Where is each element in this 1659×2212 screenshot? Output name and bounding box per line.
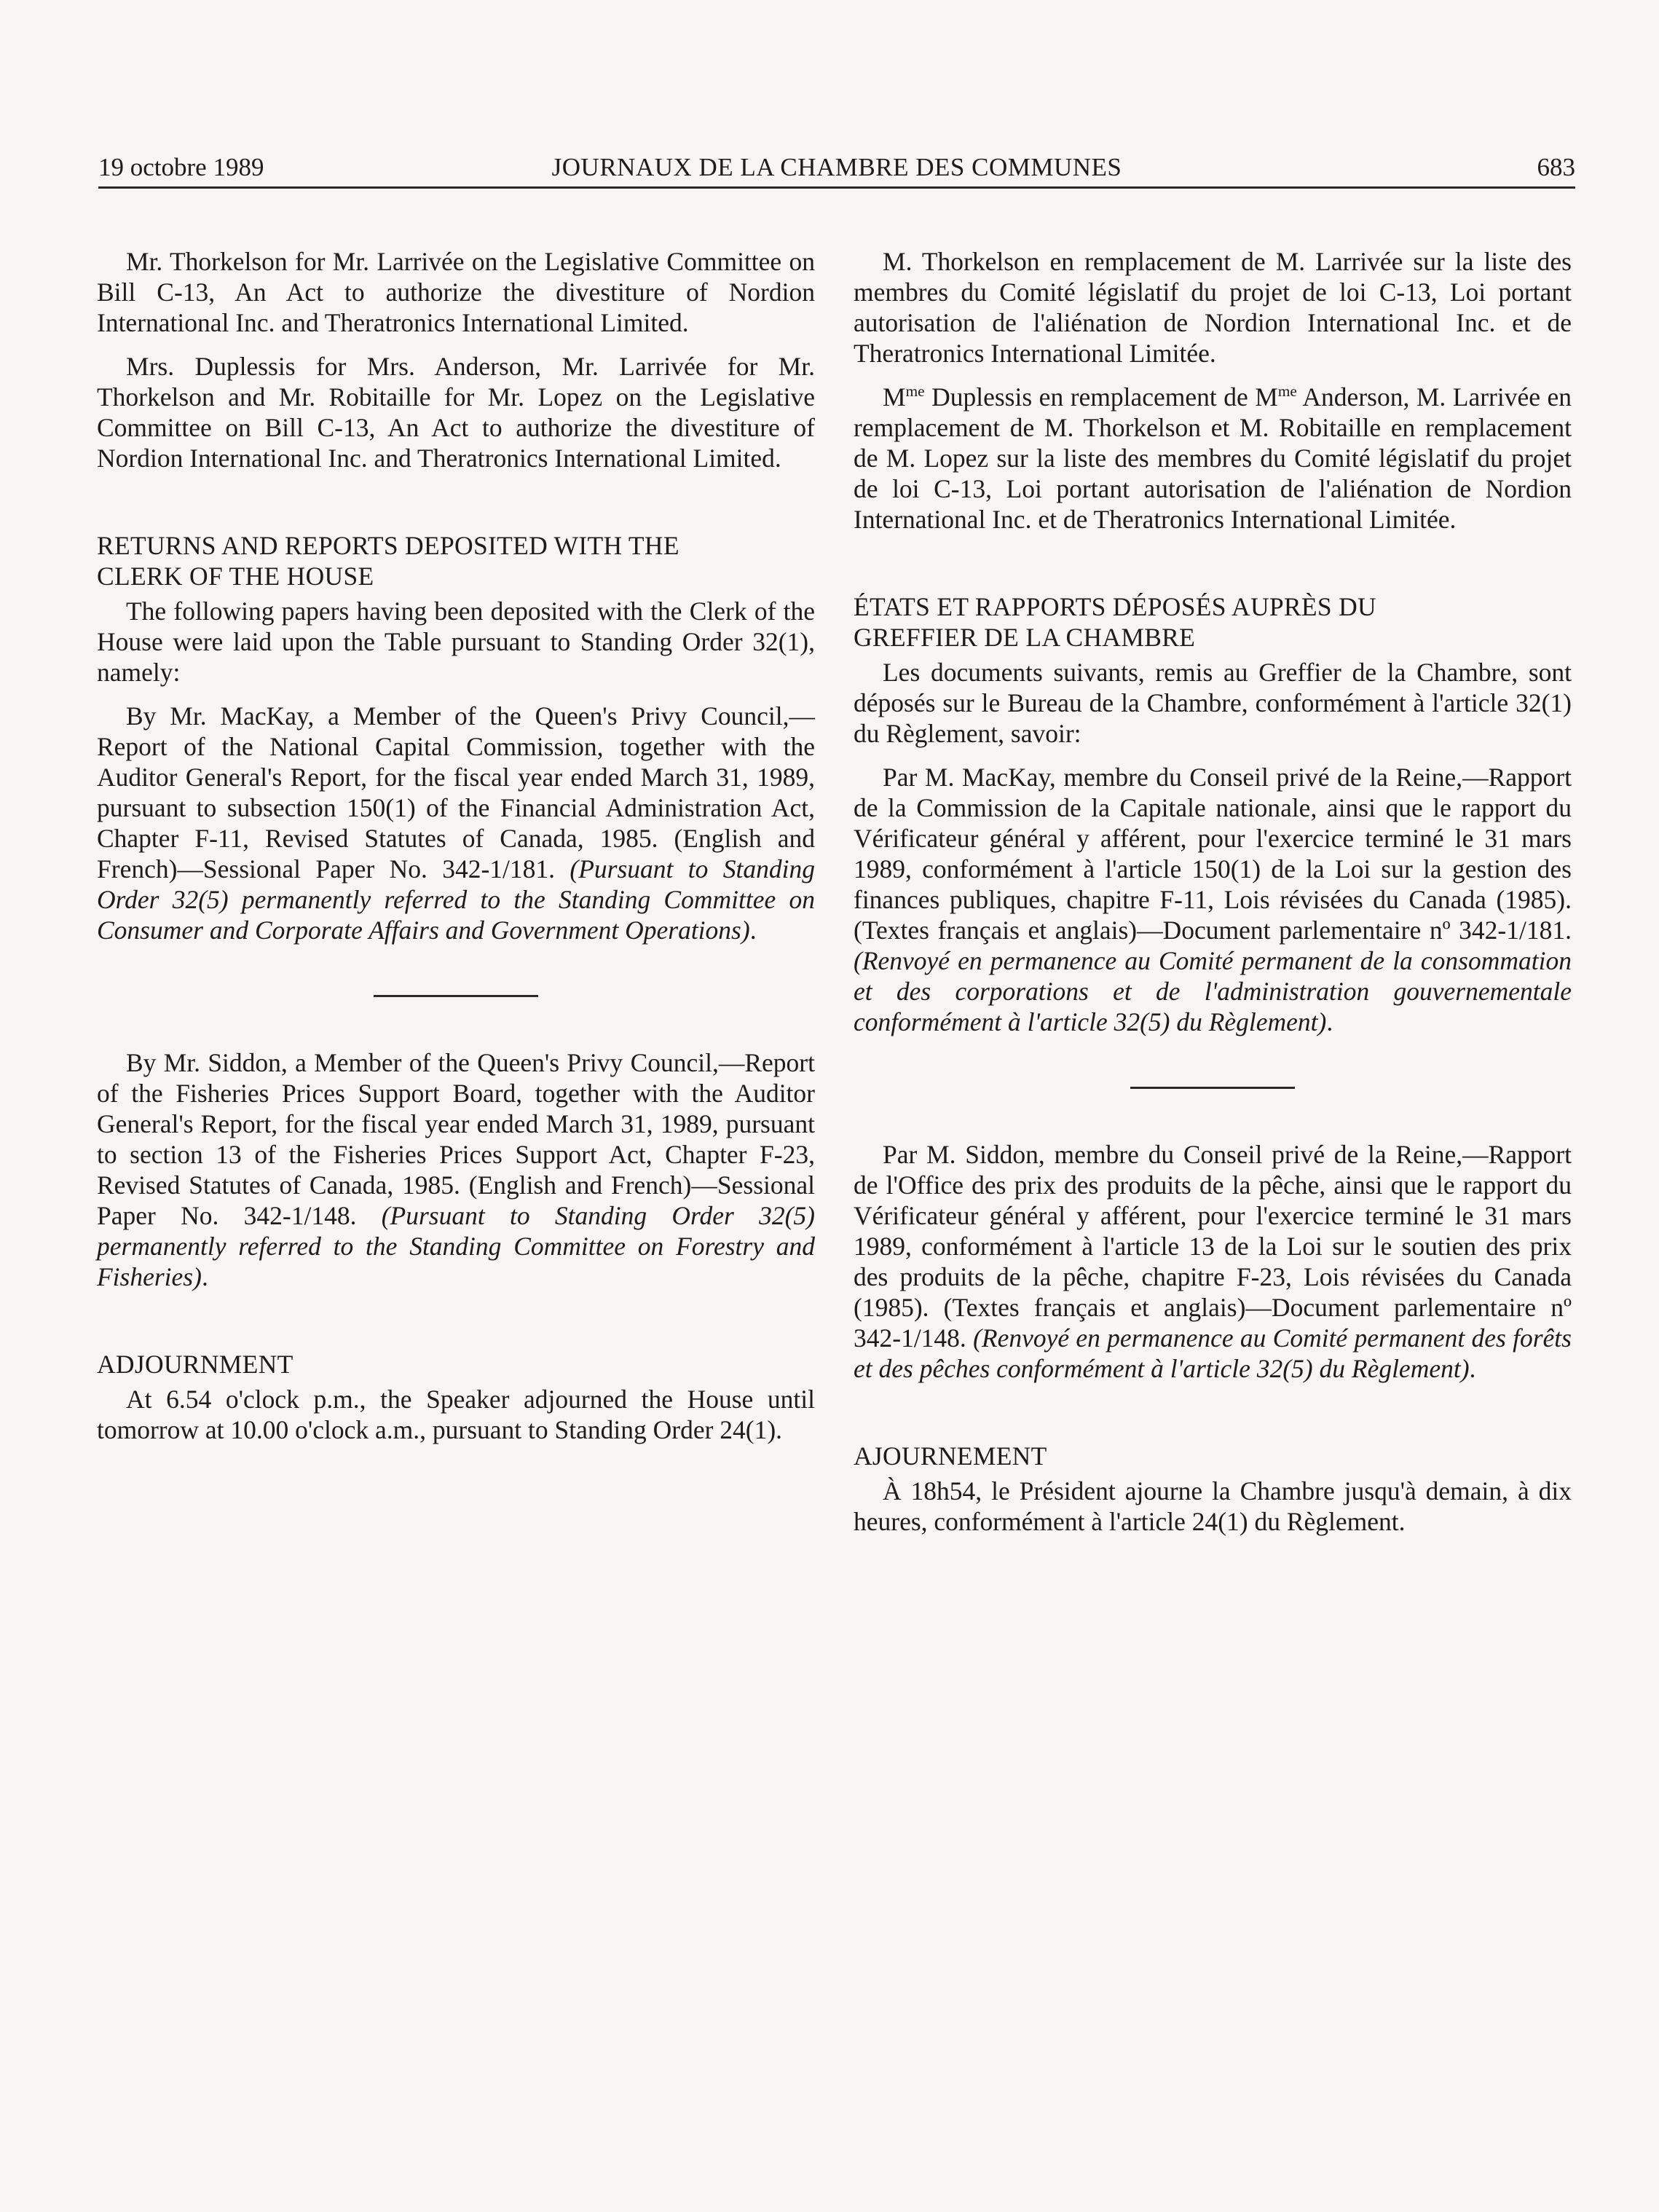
- header-date: 19 octobre 1989: [98, 153, 264, 181]
- paragraph: At 6.54 o'clock p.m., the Speaker adjourned the House until tomorrow at 10.00 o'clock a.m., pursuant to Standing Order 24(1).: [97, 1385, 815, 1444]
- adjournment-section-fr: [854, 1441, 1572, 1537]
- page-number: 683: [1537, 153, 1575, 181]
- french-column: [854, 246, 1572, 1537]
- paragraph: Mr. Thorkelson for Mr. Larrivée on the Legislative Committee on Bill C-13, An Act to authorize the divestiture of Nordion International Inc. and Theratronics International Limited.: [97, 247, 815, 337]
- section-heading: RETURNS AND REPORTS DEPOSITED WITH THE CLERK OF THE HOUSE: [97, 531, 679, 591]
- committee-changes-fr: [854, 246, 1572, 535]
- paragraph-siddon: By Mr. Siddon, a Member of the Queen's Privy Council,—Report of the Fisheries Prices Support Board, together with the Auditor General's Report, for the fiscal year ended March 31, 1989, pursuant to section 13 of the Fisheries Prices Support Act, Chapter F-23, Revised Statutes of Canada, 1985. (English and French)—Sessional Paper No. 342-1/148. (Pursuant to Standing Order 32(5) permanently referred to the Standing Committee on Forestry and Fisheries).: [97, 1048, 815, 1291]
- paragraph: The following papers having been deposited with the Clerk of the House were laid upon the Table pursuant to Standing Order 32(1), namely:: [97, 597, 815, 687]
- running-head: [98, 149, 1575, 189]
- english-column: [97, 246, 815, 1445]
- committee-changes-en: [97, 246, 815, 473]
- header-title: JOURNAUX DE LA CHAMBRE DES COMMUNES: [551, 153, 1122, 181]
- divider-rule: [374, 995, 538, 997]
- paragraph-mackay: By Mr. MacKay, a Member of the Queen's Privy Council,—Report of the National Capital Commission, together with the Auditor General's Report, for the fiscal year ended March 31, 1989, pursuant to subsection 150(1) of the Financial Administration Act, Chapter F-11, Revised Statutes of Canada, 1985. (English and French)—Sessional Paper No. 342-1/181. (Pursuant to Standing Order 32(5) permanently referred to the Standing Committee on Consumer and Corporate Affairs and Government Operations).: [97, 701, 815, 945]
- returns-section-fr: [854, 591, 1572, 1384]
- adjournment-section-en: [97, 1349, 815, 1445]
- paragraph-siddon: Par M. Siddon, membre du Conseil privé de la Reine,—Rapport de l'Office des prix des produits de la pêche, ainsi que le rapport du Vérificateur général y afférent, pour l'exercice terminé le 31 mars 1989, conformément à l'article 13 de la Loi sur le soutien des prix des produits de la pêche, chapitre F-23, Lois révisées du Canada (1985). (Textes français et anglais)—Document parlementaire nº 342-1/148. (Renvoyé en permanence au Comité permanent des forêts et des pêches conformément à l'article 32(5) du Règlement).: [854, 1140, 1572, 1383]
- paragraph: Mrs. Duplessis for Mrs. Anderson, Mr. Larrivée for Mr. Thorkelson and Mr. Robitaille for Mr. Lopez on the Legislative Committee on Bill C-13, An Act to authorize the divestiture of Nordion International Inc. and Theratronics International Limited.: [97, 352, 815, 473]
- returns-section-en: [97, 530, 815, 1292]
- paragraph: Les documents suivants, remis au Greffier de la Chambre, sont déposés sur le Bureau de la Chambre, conformément à l'article 32(1) du Règlement, savoir:: [854, 658, 1572, 748]
- separator: [97, 945, 815, 1047]
- paragraph: À 18h54, le Président ajourne la Chambre jusqu'à demain, à dix heures, conformément à l'article 24(1) du Règlement.: [854, 1476, 1572, 1536]
- separator: [854, 1037, 1572, 1139]
- section-heading: ADJOURNMENT: [97, 1350, 293, 1379]
- paragraph: $M^{me}$ Duplessis en remplacement de $M^{me}$ Anderson, M. Larrivée en remplacement de M. Thorkelson et M. Robitaille en remplacement de M. Lopez sur la liste des membres du Comité législatif du projet de loi C-13, Loi portant autorisation de l'aliénation de Nordion International Inc. et de Theratronics International Limitée.: [854, 382, 1572, 534]
- paragraph: M. Thorkelson en remplacement de M. Larrivée sur la liste des membres du Comité législatif du projet de loi C-13, Loi portant autorisation de l'aliénation de Nordion International Inc. et de Theratronics International Limitée.: [854, 247, 1572, 368]
- divider-rule: [1130, 1087, 1295, 1089]
- section-heading: ÉTATS ET RAPPORTS DÉPOSÉS AUPRÈS DU GREFFIER DE LA CHAMBRE: [854, 592, 1376, 652]
- section-heading: AJOURNEMENT: [854, 1441, 1047, 1471]
- paragraph-mackay: Par M. MacKay, membre du Conseil privé de la Reine,—Rapport de la Commission de la Capitale nationale, ainsi que le rapport du Vérificateur général y afférent, pour l'exercice terminé le 31 mars 1989, conformément à l'article 150(1) de la Loi sur la gestion des finances publiques, chapitre F-11, Lois révisées du Canada (1985). (Textes français et anglais)—Document parlementaire nº 342-1/181. (Renvoyé en permanence au Comité permanent de la consommation et des corporations et de l'administration gouvernementale conformément à l'article 32(5) du Règlement).: [854, 763, 1572, 1036]
